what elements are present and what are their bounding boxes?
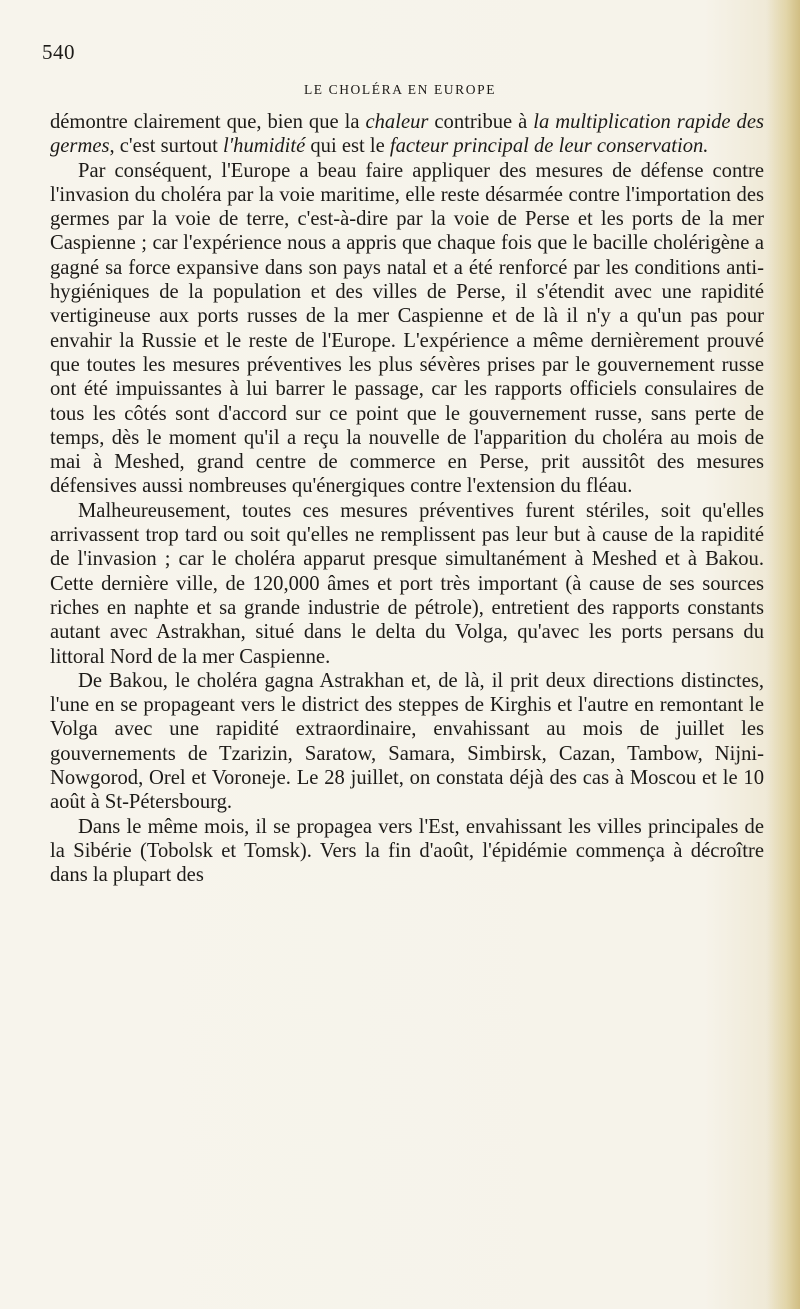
- text-run: contribue à: [428, 111, 534, 133]
- body-text: [50, 110, 764, 888]
- paragraph-europe-defense: Par conséquent, l'Europe a beau faire appliquer des mesures de défense contre l'invasion du choléra par la voie maritime, elle reste désarmée contre l'importation des germes par la voie de terre, c'est-à-dire par la voie de Perse et les ports de la mer Caspienne ; car l'expérience nous a appris que chaque fois que le bacille cholérigène a gagné sa force expansive dans son pays natal et a été renforcé par les conditions anti-hygiéniques de la population et des villes de Perse, il s'étendit avec une rapidité vertigineuse aux ports russes de la mer Caspienne et de là il n'y a qu'un pas pour envahir la Russie et le reste de l'Europe. L'expérience a même dernièrement prouvé que toutes les mesures préventives les plus sévères prises par le gouvernement russe ont été impuissantes à lui barrer le passage, car les rapports officiels consulaires de tous les côtés sont d'accord sur ce point que le gouvernement russe, sans perte de temps, dès le moment qu'il a reçu la nouvelle de l'apparition du choléra au mois de mai à Meshed, grand centre de commerce en Perse, prit aussitôt des mesures défensives aussi nombreuses qu'énergiques contre l'extension du fléau.: [50, 159, 764, 498]
- italic-facteur: facteur principal de leur conservation.: [389, 135, 709, 158]
- paragraph-continuation: [50, 110, 764, 159]
- page-edge-stain: [766, 0, 800, 1309]
- page-number: 540: [42, 40, 75, 64]
- paragraph-mesures-steriles: Malheureusement, toutes ces mesures préventives furent stériles, soit qu'elles arrivassent trop tard ou soit qu'elles ne remplissent pas leur but à cause de la rapidité de l'invasion ; car le choléra apparut presque simultanément à Meshed et à Bakou. Cette dernière ville, de 120,000 âmes et port très important (à cause de ses sources riches en naphte et sa grande industrie de pétrole), entretient des rapports constants autant avec Astrakhan, situé dans le delta du Volga, qu'avec les ports persans du littoral Nord de la mer Caspienne.: [50, 499, 764, 668]
- italic-multiplication: la multiplication rapide des germes: [50, 111, 765, 158]
- italic-humidite: l'humidité: [223, 135, 306, 158]
- running-head: LE CHOLÉRA EN EUROPE: [303, 82, 497, 97]
- italic-chaleur: chaleur: [365, 111, 429, 133]
- paragraph-bakou-astrakhan: De Bakou, le choléra gagna Astrakhan et, de là, il prit deux directions distinctes, l'une en se propageant vers le district des steppes de Kirghis et l'autre en remontant le Volga avec une rapidité extraordinaire, envahissant au mois de juillet les gouvernements de Tzarizin, Saratow, Samara, Simbirsk, Cazan, Tambow, Nijni-Nowgorod, Orel et Voroneje. Le 28 juillet, on constata déjà des cas à Moscou et le 10 août à St-Pétersbourg.: [50, 669, 764, 814]
- text-run: qui est le: [305, 135, 390, 158]
- text-run: démontre clairement que, bien que la: [50, 111, 366, 133]
- paragraph-siberie: Dans le même mois, il se propagea vers l'Est, envahissant les villes principales de la Sibérie (Tobolsk et Tomsk). Vers la fin d'août, l'épidémie commença à décroître dans la plupart des: [50, 815, 764, 887]
- text-run: , c'est surtout: [109, 135, 224, 158]
